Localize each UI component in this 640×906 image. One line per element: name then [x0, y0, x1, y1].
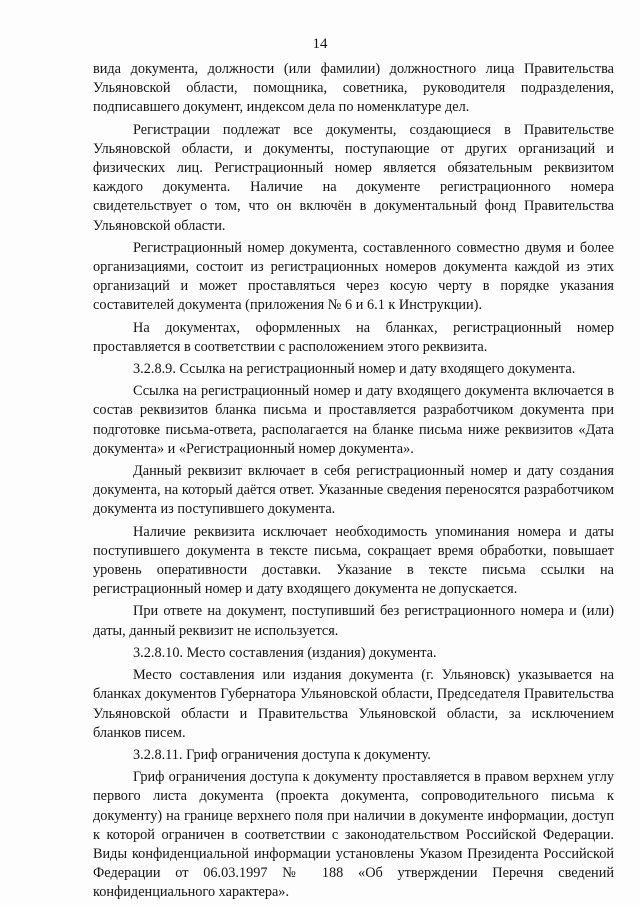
section-heading-3-2-8-9: 3.2.8.9. Ссылка на регистрационный номер и дату входящего документа. — [133, 361, 576, 378]
paragraph-place-of-issue: Место составления или издания документа (г. Ульяновск) указывается на бланках документов Губернатора Ульяновской области, Председателя Правительства Ульяновской области и Правительства Ульяновской области, за исключением бланков писем. — [93, 667, 614, 741]
paragraph-reference-requisite: Ссылка на регистрационный номер и дату входящего документа включается в состав реквизитов бланка письма и проставляется разработчиком документа при подготовке письма-ответа, располагается на бланке письма ниже реквизитов «Дата документа» и «Регистрационный номер документа». — [93, 383, 614, 457]
paragraph-continuation: вида документа, должности (или фамилии) должностного лица Правительства Ульяновской области, помощника, советника, руководителя подразделения, подписавшего документ, индексом дела по номенклатуре дел. — [93, 61, 614, 116]
paragraph-blank-registration-number: На документах, оформленных на бланках, регистрационный номер проставляется в соответствии с расположением этого реквизита. — [93, 319, 614, 355]
paragraph-access-restriction: Гриф ограничения доступа к документу проставляется в правом верхнем углу первого листа документа (проекта документа, сопроводительного письма к документу) на границе верхнего поля при наличии в документе информации, доступ к которой ограничен в соответствии с законодательством Российской Федерации. Виды конфиденциальной информации установлены Указом Президента Российской Федерации от 06.03.1997 № 188 «Об утверждении Перечня сведений конфиденциального характера». — [93, 769, 614, 901]
paragraph-requisite-benefits: Наличие реквизита исключает необходимость упоминания номера и даты поступившего документа в тексте письма, сокращает время обработки, повышает уровень оперативности доставки. Указание в тексте письма ссылки на регистрационный номер и дату входящего документа не допускается. — [93, 523, 614, 598]
paragraph-requisite-content: Данный реквизит включает в себя регистрационный номер и дату создания документа, на который даётся ответ. Указанные сведения переносятся разработчиком документа из поступившего документа. — [93, 463, 614, 518]
paragraph-requisite-exception: При ответе на документ, поступивший без регистрационного номера и (или) даты, данный реквизит не используется. — [93, 603, 614, 639]
page-number: 14 — [312, 36, 328, 52]
document-body — [93, 60, 614, 906]
paragraph-joint-registration-number: Регистрационный номер документа, составленного совместно двумя и более организациями, состоит из регистрационных номеров документа каждой из этих организаций и может проставляться через косую черту в порядке указания составителей документа (приложения № 6 и 6.1 к Инструкции). — [93, 239, 614, 314]
section-heading-3-2-8-11: 3.2.8.11. Гриф ограничения доступа к документу. — [133, 746, 431, 763]
section-heading-3-2-8-10: 3.2.8.10. Место составления (издания) документа. — [133, 644, 437, 661]
paragraph-registration-scope: Регистрации подлежат все документы, создающиеся в Правительстве Ульяновской области, и документы, поступающие от других организаций и физических лиц. Регистрационный номер является обязательным реквизитом каждого документа. Наличие на документе регистрационного номера свидетельствует о том, что он включён в документальный фонд Правительства Ульяновской области. — [93, 121, 614, 234]
